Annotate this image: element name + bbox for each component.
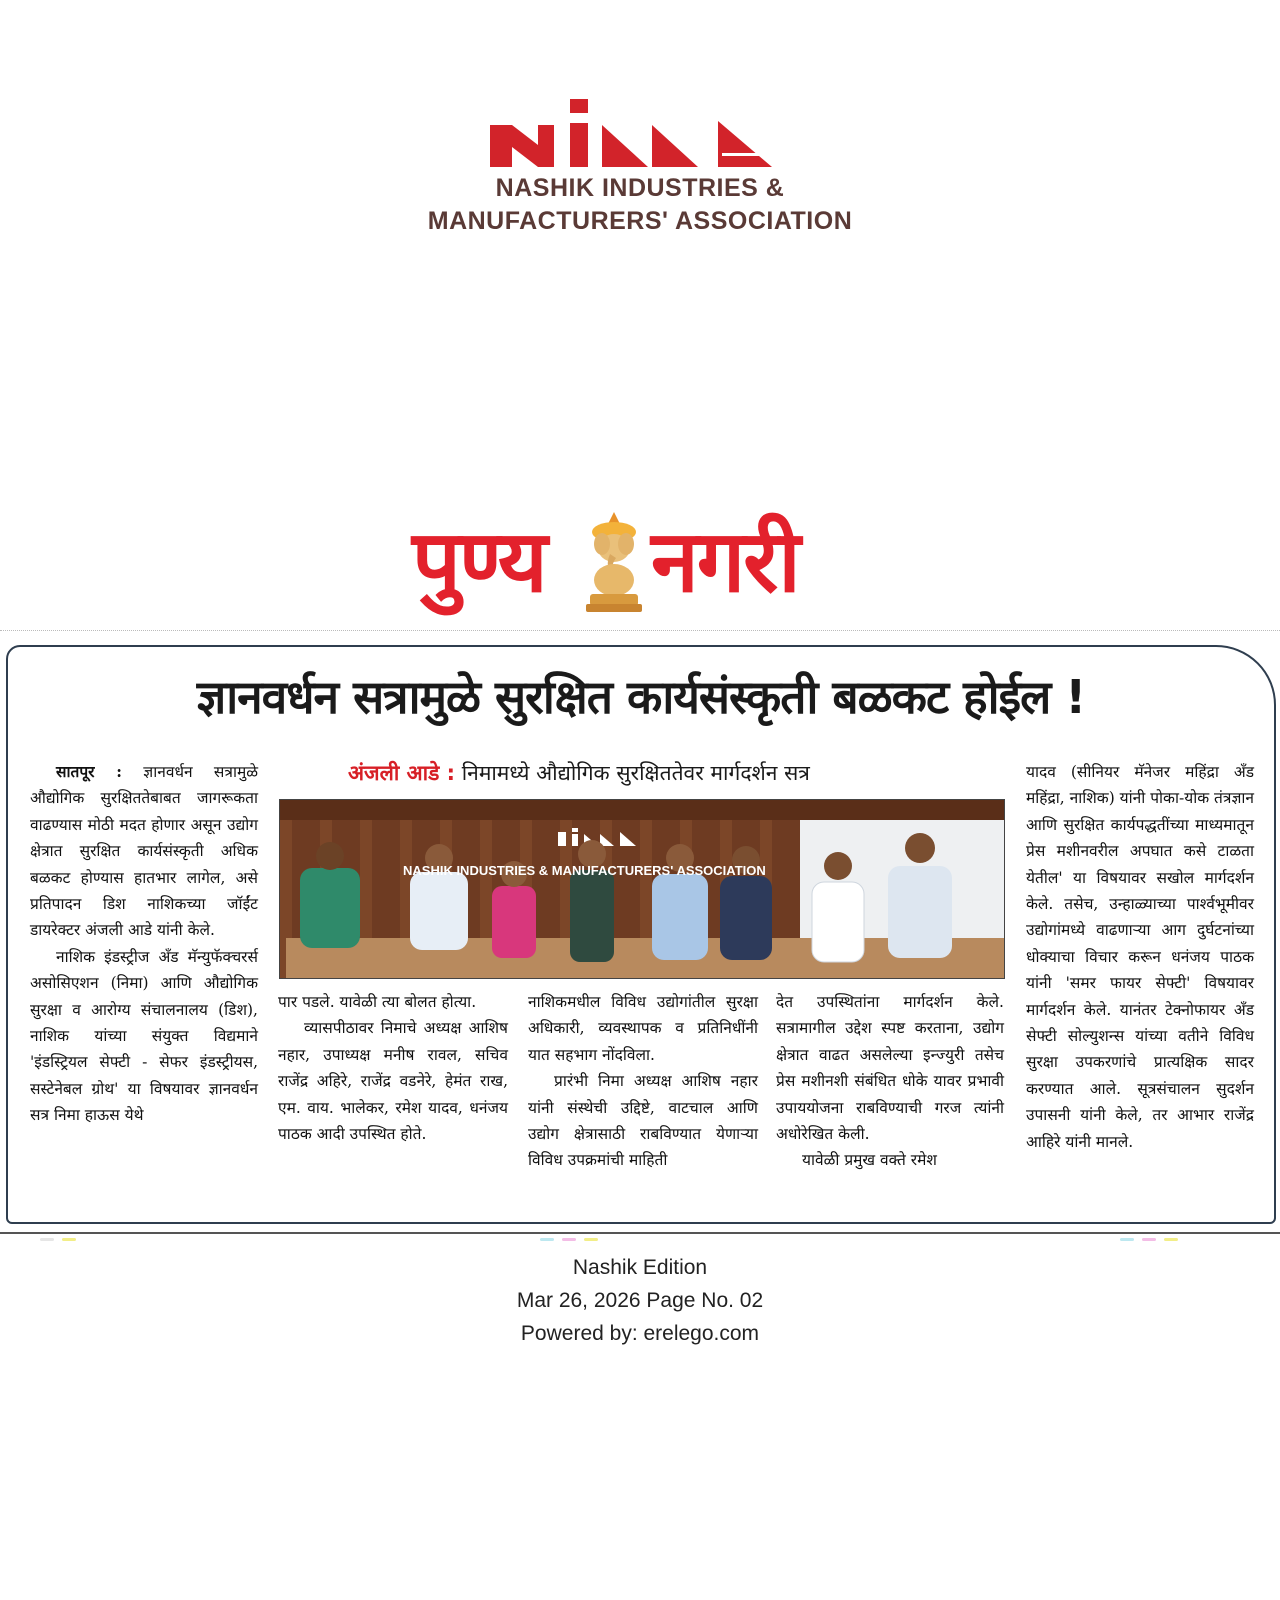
paragraph: यावेळी प्रमुख वक्ते रमेश — [802, 1151, 937, 1170]
print-registration-mark — [562, 1238, 576, 1241]
print-registration-mark — [40, 1238, 54, 1241]
article-column-3 — [528, 989, 758, 1174]
date-page-label: Mar 26, 2026 Page No. 02 — [516, 1289, 764, 1312]
masthead-right-text: नगरी — [651, 512, 799, 612]
newspaper-masthead — [0, 502, 1280, 622]
separator-bottom — [0, 1232, 1280, 1234]
print-registration-mark — [62, 1238, 76, 1241]
paragraph: व्यासपीठावर निमाचे अध्यक्ष आशिष नहार, उपाध्यक्ष मनीष रावल, सचिव राजेंद्र अहिरे, राजेंद्र वडनेरे, हेमंत राख, एम. वाय. भालेकर, रमेश यादव, धनंजय पाठक आदी उपस्थित होते. — [278, 1019, 508, 1144]
article-column-4 — [776, 989, 1004, 1174]
org-name-line1: NASHIK INDUSTRIES & — [495, 174, 785, 202]
paragraph: देत उपस्थितांना मार्गदर्शन केले. सत्रामागील उद्देश स्पष्ट करताना, उद्योग क्षेत्रात वाढत असलेल्या इन्ज्युरी तसेच प्रेस मशीनशी संबंधित धोके यावर प्रभावी उपाययोजना राबविण्याची गरज त्यांनी अधोरेखित केली. — [776, 993, 1004, 1144]
print-registration-mark — [1120, 1238, 1134, 1241]
photo-banner-text: NASHIK INDUSTRIES & MANUFACTURERS' ASSOCIATION — [403, 863, 766, 878]
article-column-2 — [278, 989, 508, 1147]
article-column-1 — [30, 759, 258, 1129]
paragraph: यादव (सीनियर मॅनेजर महिंद्रा अँड महिंद्रा, नाशिक) यांनी पोका-योक तंत्रज्ञान आणि सुरक्षित कार्यपद्धतींच्या माध्यमातून प्रेस मशीनवरील अपघात कसे टाळता येतील' या विषयावर सखोल मार्गदर्शन केले. तसेच, उन्हाळ्याच्या पार्श्वभूमीवर उद्योगांमध्ये वाढणाऱ्या आग दुर्घटनांच्या धोक्याचा विचार करून धनंजय पाठक यांनी 'समर फायर सेफ्टी' विषयावर मार्गदर्शन केले. यानंतर टेक्नोफायर अँड सेफ्टी सोल्युशन्स यांच्या वतीने विविध सुरक्षा उपकरणांचे प्रात्यक्षिक सादर करण्यात आले. सूत्रसंचालन सुदर्शन उपासनी यांनी केले, तर आभार राजेंद्र आहिरे यांनी मानले. — [1026, 763, 1254, 1151]
paragraph: नाशिकमधील विविध उद्योगांतील सुरक्षा अधिकारी, व्यवस्थापक व प्रतिनिधींनी यात सहभाग नोंदविला. — [528, 993, 758, 1064]
powered-by-label: Powered by: erelego.com — [520, 1322, 760, 1345]
paragraph: पार पडले. यावेळी त्या बोलत होत्या. — [278, 993, 477, 1011]
org-name-line2: MANUFACTURERS' ASSOCIATION — [427, 207, 853, 235]
article-headline: ज्ञानवर्धन सत्रामुळे सुरक्षित कार्यसंस्कृती बळकट होईल ! — [196, 670, 1086, 724]
article-column-5 — [1026, 759, 1254, 1155]
paragraph: सातपूर : ज्ञानवर्धन सत्रामुळे औद्योगिक सुरक्षिततेबाबत जागरूकता वाढण्यास मोठी मदत होणार असून उद्योग क्षेत्रात सुरक्षित कार्यसंस्कृती अधिक बळकट होण्यास हातभार लागेल, असे प्रतिपादन डिश नाशिकच्या जॉईंट डायरेक्टर अंजली आडे यांनी केले. — [30, 762, 259, 940]
nima-logo — [490, 95, 790, 171]
print-registration-mark — [540, 1238, 554, 1241]
edition-label: Nashik Edition — [572, 1256, 708, 1279]
article-clipping — [6, 645, 1276, 1224]
separator-top — [0, 630, 1280, 635]
print-registration-mark — [1142, 1238, 1156, 1241]
paragraph: नाशिक इंडस्ट्रीज अँड मॅन्युफॅक्चरर्स असोसिएशन (निमा) आणि औद्योगिक सुरक्षा व आरोग्य संचालनालय (डिश), नाशिक यांच्या संयुक्त विद्यमाने 'इंडस्ट्रियल सेफ्टी - सेफर इंडस्ट्रीयस, सस्टेनेबल ग्रोथ' या विषयावर ज्ञानवर्धन सत्र निमा हाऊस येथे — [30, 947, 258, 1125]
article-subheading: निमामध्ये औद्योगिक सुरक्षिततेवर मार्गदर्शन सत्र — [461, 761, 810, 785]
event-photo — [279, 799, 1005, 979]
print-registration-mark — [1164, 1238, 1178, 1241]
masthead-left-text: पुण्य — [412, 512, 546, 612]
print-registration-mark — [584, 1238, 598, 1241]
article-byline — [348, 759, 948, 787]
paragraph: प्रारंभी निमा अध्यक्ष आशिष नहार यांनी संस्थेची उद्दिष्टे, वाटचाल आणि उद्योग क्षेत्रासाठी राबविण्यात येणाऱ्या विविध उपक्रमांची माहिती — [528, 1072, 758, 1170]
author-name: अंजली आडे : — [348, 761, 456, 785]
ganesh-idol-icon — [580, 510, 648, 614]
